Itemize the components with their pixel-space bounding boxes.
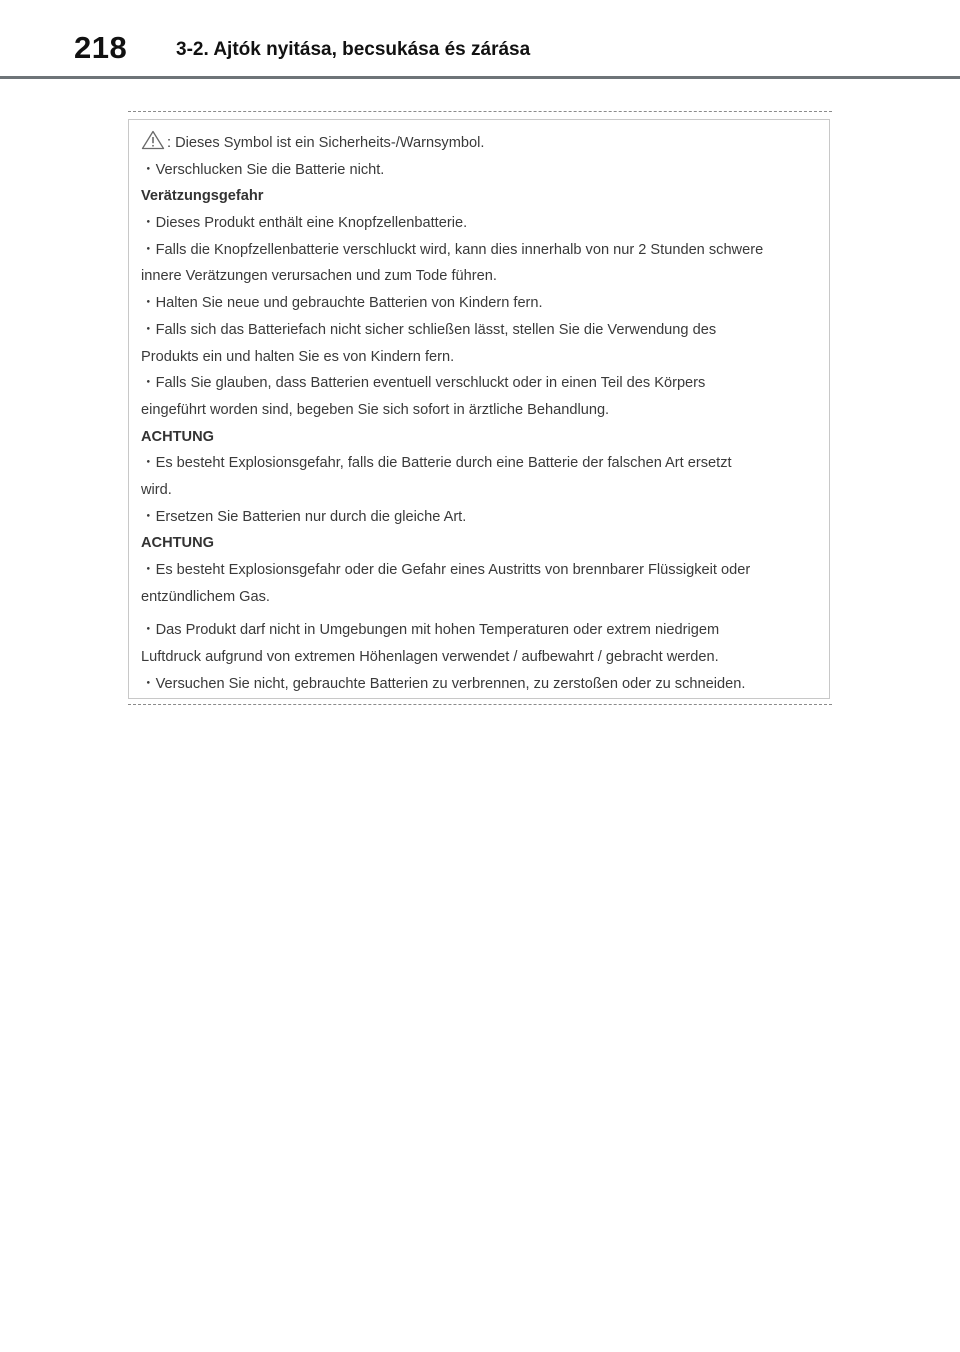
- notice-line: ・Versuchen Sie nicht, gebrauchte Batterien zu verbrennen, zu zerstoßen oder zu schneiden.: [141, 675, 746, 692]
- notice-line: ・Falls sich das Batteriefach nicht sicher schließen lässt, stellen Sie die Verwendung des: [141, 321, 717, 338]
- notice-line: Luftdruck aufgrund von extremen Höhenlagen verwendet / aufbewahrt / gebracht werden.: [141, 649, 719, 666]
- header-divider: [0, 76, 960, 79]
- notice-heading: ACHTUNG: [141, 535, 214, 552]
- battery-warning-notice: [128, 111, 832, 705]
- notice-line: Produkts ein und halten Sie es von Kindern fern.: [141, 348, 455, 365]
- notice-line: ・Dieses Produkt enthält eine Knopfzellenbatterie.: [141, 215, 468, 232]
- notice-line: ・Falls die Knopfzellenbatterie verschluckt wird, kann dies innerhalb von nur 2 Stunden schwere: [141, 241, 764, 258]
- notice-line: innere Verätzungen verursachen und zum Tode führen.: [141, 268, 497, 285]
- notice-frame: [128, 119, 830, 699]
- notice-line: eingeführt worden sind, begeben Sie sich sofort in ärztliche Behandlung.: [141, 401, 610, 418]
- notice-line: ・Verschlucken Sie die Batterie nicht.: [141, 161, 385, 178]
- page-header: [0, 0, 960, 80]
- notice-line: entzündlichem Gas.: [141, 588, 270, 605]
- notice-line: ・Ersetzen Sie Batterien nur durch die gleiche Art.: [141, 508, 467, 525]
- notice-line: ・Es besteht Explosionsgefahr, falls die Batterie durch eine Batterie der falschen Art ersetzt: [141, 455, 732, 472]
- notice-heading: ACHTUNG: [141, 428, 214, 445]
- page-number: 218: [74, 30, 128, 65]
- notice-line: ・Es besteht Explosionsgefahr oder die Gefahr eines Austritts von brennbarer Flüssigkeit oder: [141, 562, 751, 578]
- notice-line: ・Halten Sie neue und gebrauchte Batterien von Kindern fern.: [141, 295, 543, 312]
- section-title: 3-2. Ajtók nyitása, becsukása és zárása: [176, 39, 531, 60]
- notice-line: ・Falls Sie glauben, dass Batterien eventuell verschluckt oder in einen Teil des Körpers: [141, 375, 706, 392]
- warning-symbol-line: [141, 130, 821, 157]
- warning-symbol-text: : Dieses Symbol ist ein Sicherheits-/Warnsymbol.: [167, 135, 485, 151]
- notice-line: ・Das Produkt darf nicht in Umgebungen mit hohen Temperaturen oder extrem niedrigem: [141, 622, 720, 639]
- notice-text: [141, 130, 821, 697]
- warning-triangle-icon: [141, 130, 165, 160]
- notice-line: wird.: [141, 481, 172, 498]
- notice-heading: Verätzungsgefahr: [141, 188, 264, 205]
